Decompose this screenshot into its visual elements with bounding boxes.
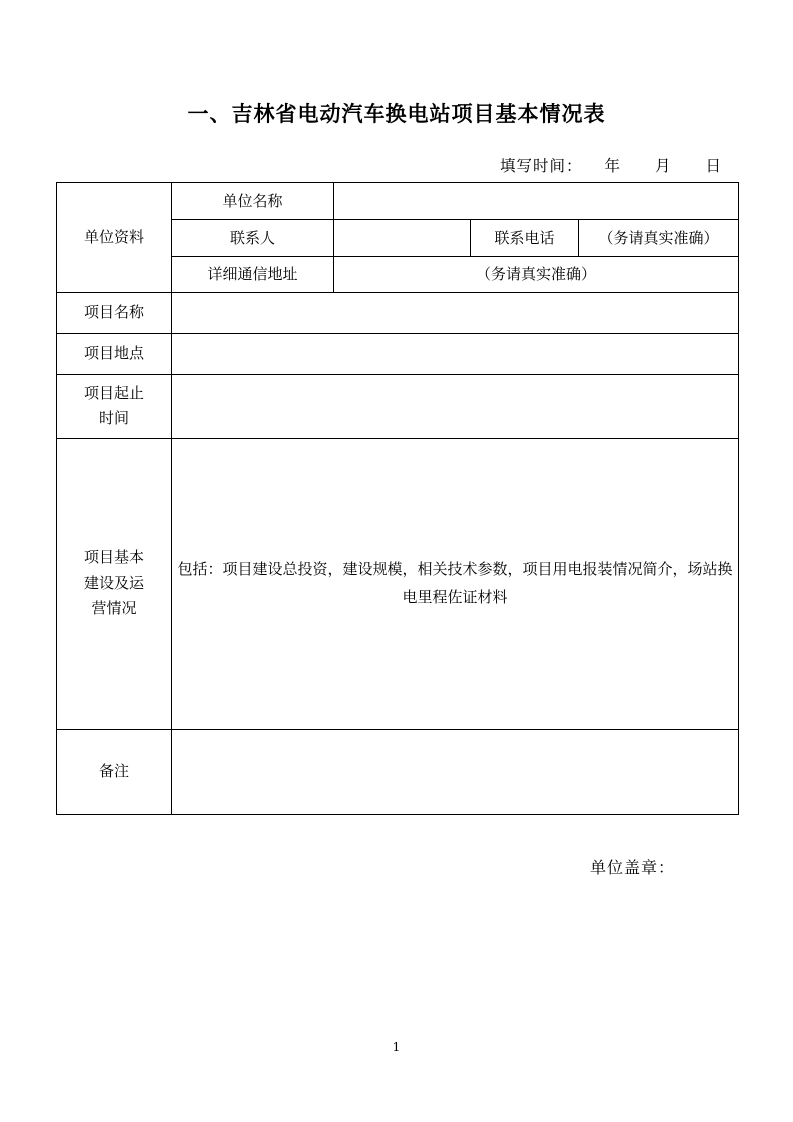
- project-period-label-line1: 项目起止: [83, 383, 144, 402]
- project-site-label-cell: [57, 333, 172, 374]
- page-number: 1: [392, 1040, 401, 1054]
- project-period-label-line2: 时间: [98, 409, 129, 427]
- construction-label-line1: 项目基本: [83, 548, 144, 567]
- project-period-label-cell: [57, 374, 172, 438]
- project-name-value-cell[interactable]: [172, 292, 739, 333]
- table-row: [57, 729, 739, 814]
- unit-name-label: 单位名称: [222, 191, 283, 210]
- construction-label-line3: 营情况: [91, 599, 137, 618]
- contact-label-cell: [172, 220, 334, 257]
- remark-value: [172, 766, 738, 778]
- project-period-value-cell[interactable]: [172, 374, 739, 438]
- project-name-value: [172, 293, 738, 333]
- project-period-value: [172, 378, 738, 434]
- remark-label: 备注: [98, 762, 129, 781]
- fill-date-day-unit: 日: [705, 157, 722, 175]
- fill-date-month-unit: 月: [654, 157, 672, 175]
- project-name-label: 项目名称: [83, 303, 144, 322]
- unit-name-value: [334, 183, 738, 219]
- phone-value: （务请真实准确）: [598, 228, 719, 247]
- construction-label: [57, 539, 171, 628]
- contact-value: [334, 220, 470, 256]
- unit-name-value-cell[interactable]: [334, 183, 739, 220]
- phone-label-cell: [471, 220, 579, 257]
- table-row: [57, 374, 739, 438]
- unit-name-label-cell: [172, 183, 334, 220]
- table-row: [57, 292, 739, 333]
- construction-value: 包括：项目建设总投资，建设规模，相关技术参数，项目用电报装情况简介，场站换电里程佐证材料: [177, 559, 733, 606]
- address-label-cell: [172, 257, 334, 293]
- table-row: [57, 438, 739, 729]
- remark-label-cell: [57, 729, 172, 814]
- construction-value-cell[interactable]: [172, 438, 739, 729]
- address-value-cell[interactable]: [334, 257, 739, 293]
- project-period-label: [57, 375, 171, 438]
- project-name-label-cell: [57, 292, 172, 333]
- unit-info-header-label: 单位资料: [83, 228, 144, 246]
- address-label: 详细通信地址: [207, 265, 298, 283]
- project-site-label: 项目地点: [83, 344, 144, 363]
- phone-label: 联系电话: [494, 228, 555, 247]
- contact-label: 联系人: [229, 228, 275, 247]
- address-value: （务请真实准确）: [476, 265, 597, 283]
- fill-date-label: 填写时间：: [499, 157, 583, 175]
- project-site-value-cell[interactable]: [172, 333, 739, 374]
- table-row: [57, 183, 739, 220]
- contact-value-cell[interactable]: [334, 220, 471, 257]
- project-site-value: [172, 334, 738, 374]
- fill-date-year-unit: 年: [604, 157, 621, 175]
- table-row: [57, 333, 739, 374]
- fill-date-line: [500, 154, 738, 176]
- construction-label-cell: [57, 438, 172, 729]
- project-info-table: [56, 182, 739, 815]
- page-title: 一、吉林省电动汽车换电站项目基本情况表: [187, 101, 606, 126]
- unit-info-header: [57, 183, 172, 293]
- stamp-label: 单位盖章：: [589, 858, 675, 877]
- remark-value-cell[interactable]: [172, 729, 739, 814]
- phone-value-cell[interactable]: [579, 220, 739, 257]
- construction-label-line2: 建设及运: [83, 573, 144, 592]
